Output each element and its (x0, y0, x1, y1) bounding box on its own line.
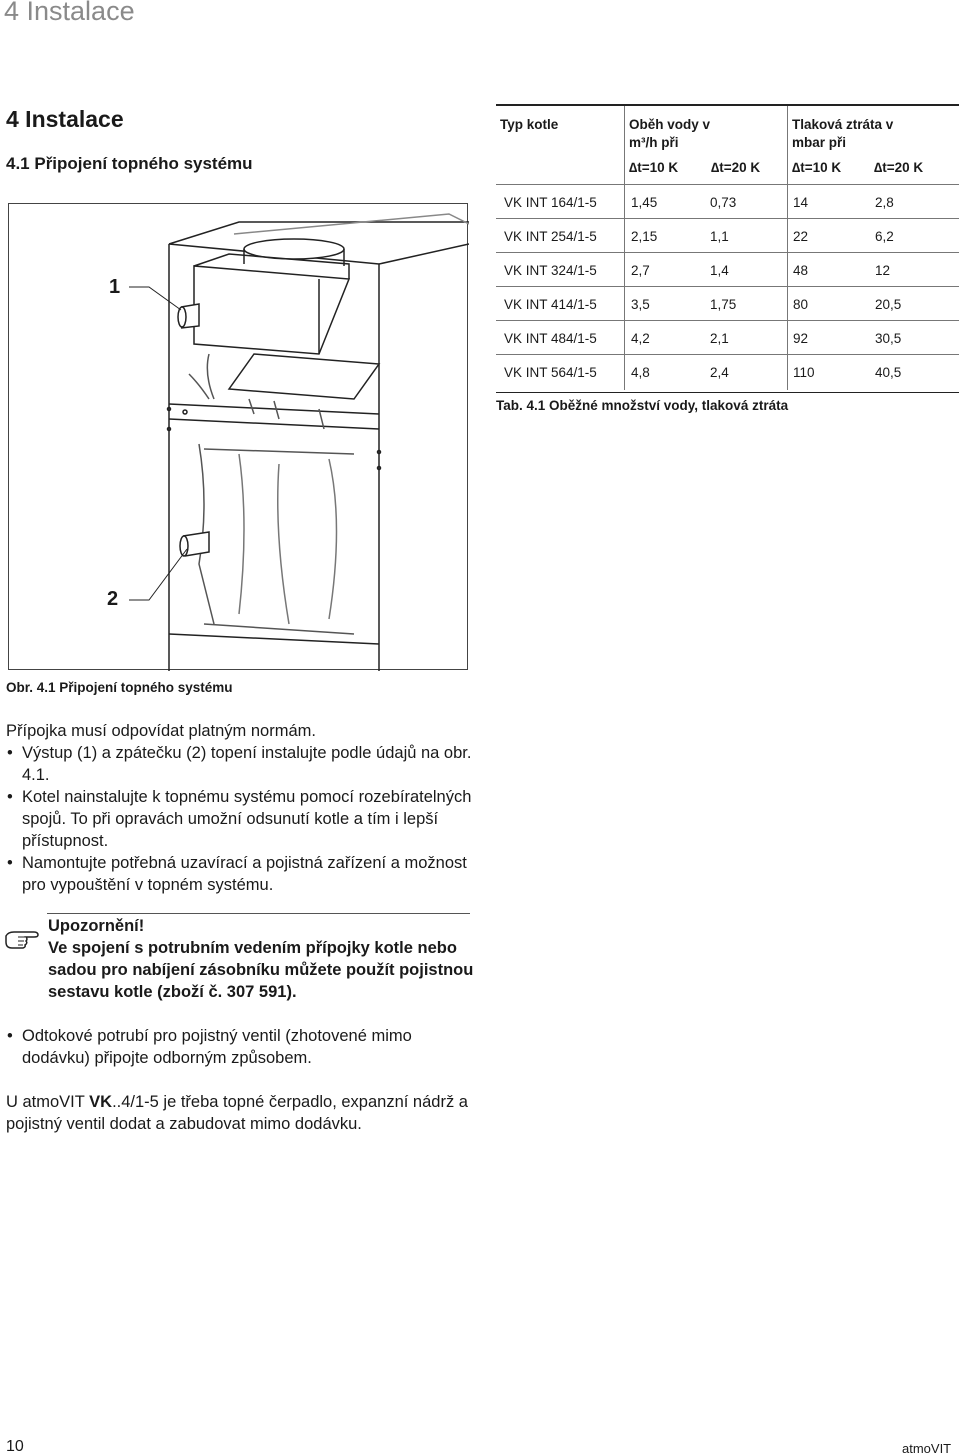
running-header: 4 Instalace (4, 0, 135, 26)
figure-caption: Obr. 4.1 Připojení topného systému (6, 680, 233, 695)
col-header-loss: Tlaková ztráta v (792, 117, 894, 132)
boiler-illustration (9, 204, 469, 671)
table-cell: 80 (793, 297, 809, 312)
col-header-flow-dt20: ∆t=20 K (711, 160, 761, 175)
closing-prefix: U atmoVIT (6, 1093, 90, 1111)
table-cell: 3,5 (631, 297, 650, 312)
bullet-icon: • (7, 854, 13, 872)
col-header-type: Typ kotle (500, 117, 559, 132)
table-cell: VK INT 484/1-5 (504, 331, 597, 346)
table-divider (787, 106, 788, 390)
bullet-icon: • (7, 1027, 13, 1045)
col-header-flow: Oběh vody v (629, 117, 711, 132)
flow-pressure-table (496, 104, 959, 393)
table-divider (624, 106, 625, 390)
col-header-loss-dt20: ∆t=20 K (874, 160, 924, 175)
table-cell: 2,8 (875, 195, 894, 210)
page-number: 10 (6, 1438, 24, 1455)
table-cell: 110 (793, 365, 815, 380)
col-header-loss-dt10: ∆t=10 K (792, 160, 842, 175)
table-cell: 48 (793, 263, 809, 278)
table-cell: 2,7 (631, 263, 650, 278)
list-item (6, 786, 476, 852)
list-item-text: Kotel nainstalujte k topnému systému pomocí rozebíratelných spojů. To při opravách umožní odsunutí kotle a tím i lepší přístupnost. (22, 788, 472, 850)
table-cell: 12 (875, 263, 891, 278)
table-rule (496, 286, 959, 287)
col-header-flow-dt10: ∆t=10 K (629, 160, 679, 175)
list-item (6, 1025, 476, 1069)
subsection-heading: 4.1 Připojení topného systému (6, 154, 253, 173)
callout-2: 2 (107, 588, 119, 610)
list-item-text: Odtokové potrubí pro pojistný ventil (zhotovené mimo dodávku) připojte odborným způsobem. (22, 1027, 412, 1067)
section-heading: 4 Instalace (6, 106, 124, 132)
table-rule (496, 218, 959, 219)
table-cell: 1,4 (710, 263, 729, 278)
table-cell: 14 (793, 195, 809, 210)
table-rule (496, 252, 959, 253)
table-cell: 1,45 (631, 195, 658, 210)
table-cell: 1,1 (710, 229, 729, 244)
table-cell: 22 (793, 229, 809, 244)
table-rule (496, 184, 959, 185)
list-item-text: Výstup (1) a zpátečku (2) topení instalujte podle údajů na obr. 4.1. (22, 744, 472, 784)
table-cell: VK INT 164/1-5 (504, 195, 597, 210)
table-cell: 2,1 (710, 331, 729, 346)
table-cell: 40,5 (875, 365, 902, 380)
table-cell: 20,5 (875, 297, 902, 312)
bullet-icon: • (7, 788, 13, 806)
note-text: Ve spojení s potrubním vedením přípojky kotle nebo sadou pro nabíjení zásobníku můžete použít pojistnou sestavu kotle (zboží č. 307 591). (48, 939, 474, 1001)
table-cell: 2,15 (631, 229, 658, 244)
table-cell: 2,4 (710, 365, 729, 380)
table-cell: 0,73 (710, 195, 737, 210)
closing-rest: ..4/1-5 je třeba topné čerpadlo, expanzní nádrž a pojistný ventil dodat a zabudovat mimo dodávku. (6, 1093, 468, 1133)
col-header-loss-unit: mbar při (792, 135, 847, 150)
table-caption: Tab. 4.1 Oběžné množství vody, tlaková ztráta (496, 398, 789, 413)
note-title: Upozornění! (48, 917, 145, 935)
bullet-icon: • (7, 744, 13, 762)
table-cell: 6,2 (875, 229, 894, 244)
table-cell: 92 (793, 331, 809, 346)
table-cell: 30,5 (875, 331, 902, 346)
brand-name: atmoVIT (902, 1441, 952, 1456)
table-cell: VK INT 254/1-5 (504, 229, 597, 244)
table-rule (496, 320, 959, 321)
closing-bold: VK (89, 1093, 113, 1111)
pointing-hand-icon (4, 924, 46, 955)
intro-paragraph: Přípojka musí odpovídat platným normám. (6, 722, 316, 740)
list-item-text: Namontujte potřebná uzavírací a pojistná zařízení a možnost pro vypouštění v topném systému. (22, 854, 467, 894)
table-cell: VK INT 324/1-5 (504, 263, 597, 278)
table-cell: 4,2 (631, 331, 650, 346)
list-item (6, 852, 476, 896)
list-item (6, 742, 476, 786)
note-divider (47, 913, 470, 914)
col-header-flow-unit: m³/h při (629, 135, 679, 150)
table-cell: 4,8 (631, 365, 650, 380)
closing-paragraph (6, 1091, 471, 1135)
table-cell: VK INT 414/1-5 (504, 297, 597, 312)
boiler-figure (8, 203, 468, 670)
table-rule (496, 354, 959, 355)
table-cell: 1,75 (710, 297, 737, 312)
table-cell: VK INT 564/1-5 (504, 365, 597, 380)
callout-1: 1 (109, 276, 121, 298)
